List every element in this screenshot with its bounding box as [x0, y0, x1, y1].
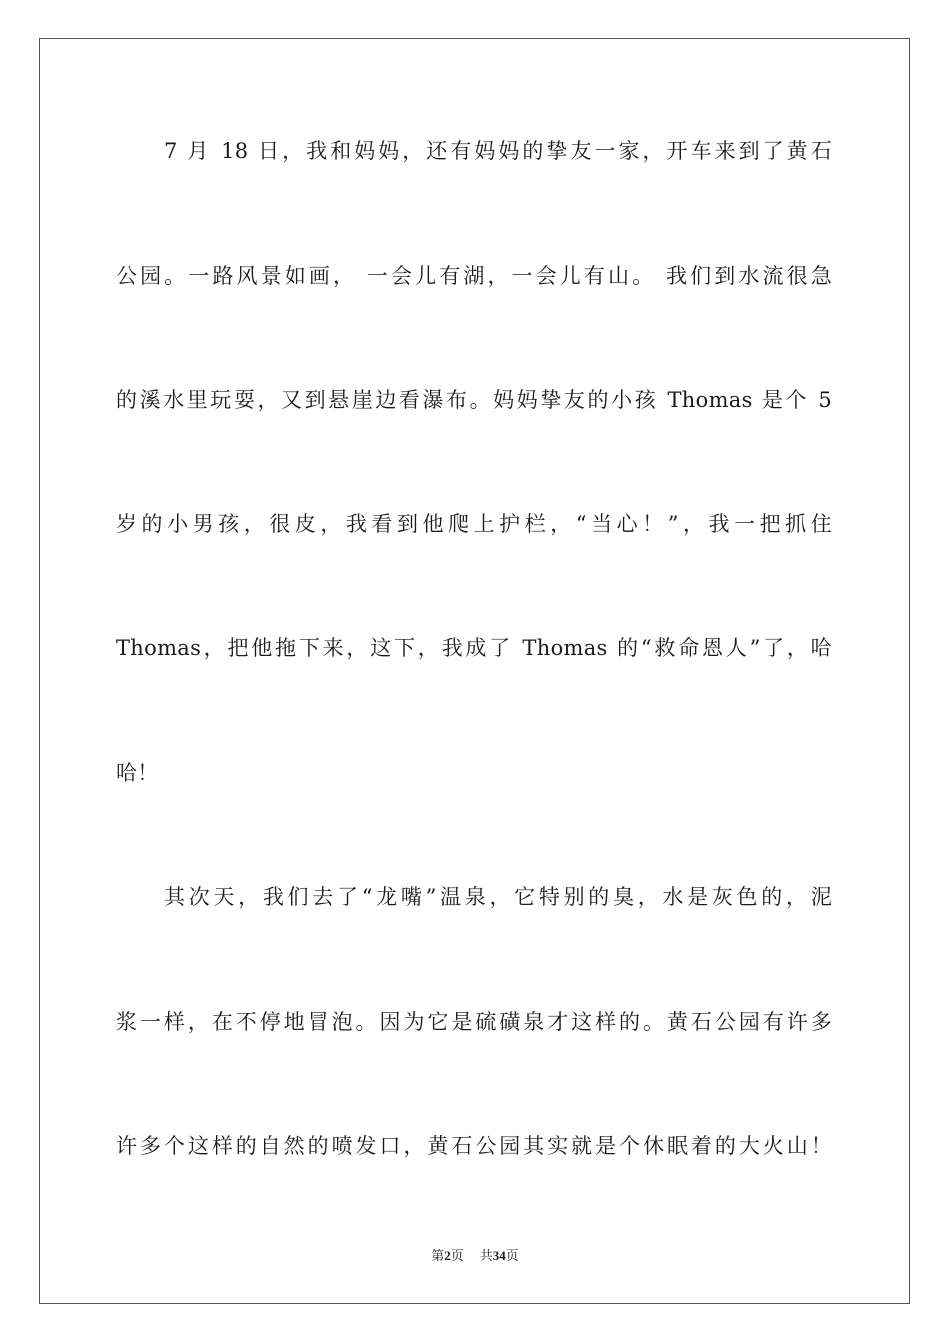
page-prefix: 第: [431, 1248, 445, 1263]
text-line: 哈！: [116, 761, 159, 785]
text-line: 的溪水里玩耍，又到悬崖边看瀑布。妈妈挚友的小孩 Thomas 是个 5: [116, 388, 832, 412]
text-line: 7 月 18 日，我和妈妈，还有妈妈的挚友一家，开车来到了黄石: [164, 139, 832, 163]
page-suffix: 页: [450, 1248, 464, 1263]
total-prefix: 共: [479, 1248, 493, 1263]
text-line: 其次天，我们去了“龙嘴”温泉，它特别的臭，水是灰色的，泥: [164, 885, 832, 909]
text-line: 公园。一路风景如画， 一会儿有湖，一会儿有山。 我们到水流很急: [116, 264, 832, 288]
page-number: 2: [444, 1248, 451, 1263]
page-footer: [0, 1247, 950, 1265]
total-suffix: 页: [505, 1248, 519, 1263]
total-pages: 34: [492, 1248, 506, 1263]
text-line: 浆一样，在不停地冒泡。因为它是硫磺泉才这样的。黄石公园有许多: [116, 1010, 832, 1034]
text-line: 许多个这样的自然的喷发口，黄石公园其实就是个休眠着的大火山！: [116, 1134, 832, 1158]
text-line: 岁的小男孩，很皮，我看到他爬上护栏，“当心！”，我一把抓住: [116, 512, 832, 536]
page-border: [39, 38, 910, 1304]
text-line: Thomas，把他拖下来，这下，我成了 Thomas 的“救命恩人”了，哈: [116, 636, 832, 660]
